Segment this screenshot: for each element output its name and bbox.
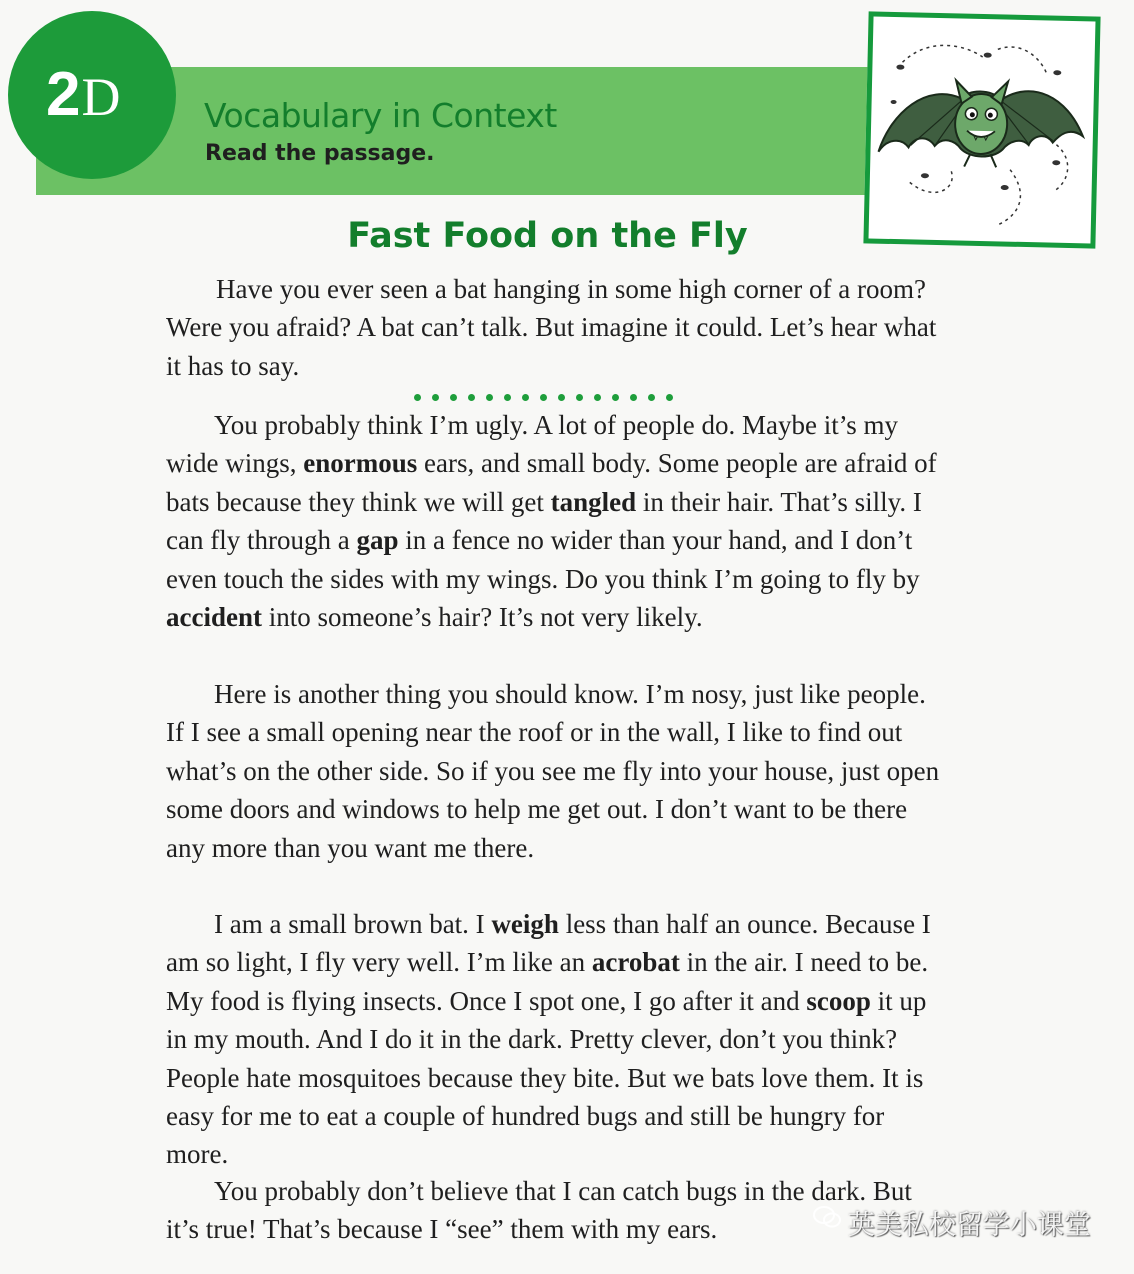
paragraph-text: it up in my mouth. And I do it in the dark. Pretty clever, don’t you think? People hate mosquitoes because they bite. But we bats love them. It is easy for me to eat a couple of hundred bugs and still be hungry for more. xyxy=(166,985,927,1170)
paragraph-text: You probably think I’m ugly. A lot of people do. Maybe it’s my wide wings, xyxy=(166,410,898,479)
section-divider xyxy=(414,394,673,401)
paragraph-text: I am a small brown bat. I xyxy=(214,909,492,939)
paragraph-text: ears, and small body. Some people are afraid of bats because they think we will get xyxy=(166,448,937,517)
vocabulary-word: accident xyxy=(166,602,262,633)
section-title: Vocabulary in Context xyxy=(204,96,557,135)
paragraph-intro xyxy=(166,270,941,385)
vocabulary-word: gap xyxy=(356,525,399,556)
vocabulary-word: weigh xyxy=(491,909,559,939)
paragraph-text: into someone’s hair? It’s not very likely. xyxy=(261,602,703,633)
lesson-label xyxy=(46,60,121,129)
paragraph-2 xyxy=(166,675,941,867)
vocabulary-word: tangled xyxy=(550,486,637,517)
paragraph-text: Here is another thing you should know. I’m nosy, just like people. If I see a small opening near the roof or in the wall, I like to find out what’s on the other side. So if you see me fly into your house, just open some doors and windows to help me get out. I don’t want to be there any more than you want me there. xyxy=(166,679,940,863)
paragraph-text: in their hair. That’s silly. I can fly through a xyxy=(166,486,922,556)
story-title: Fast Food on the Fly xyxy=(347,216,748,256)
bat-illustration-frame xyxy=(863,11,1100,248)
wechat-icon xyxy=(812,1204,842,1230)
vocabulary-word: enormous xyxy=(303,448,418,479)
lesson-number: 2 xyxy=(46,60,81,129)
vocabulary-word: scoop xyxy=(806,985,871,1016)
watermark-text: 英美私校留学小课堂 xyxy=(848,1210,1091,1241)
bat-catching-insects-illustration xyxy=(869,17,1096,244)
vocabulary-word: acrobat xyxy=(591,947,680,978)
paragraph-3 xyxy=(166,905,941,1174)
paragraph-text: in a fence no wider than your hand, and I don’t even touch the sides with my wings. Do you think I’m going to fly by xyxy=(166,525,920,594)
lesson-letter: D xyxy=(81,67,121,127)
paragraph-text: Have you ever seen a bat hanging in some high corner of a room? Were you afraid? A bat can’t talk. But imagine it could. Let’s hear what it has to say. xyxy=(166,274,937,381)
paragraph-1 xyxy=(166,406,941,636)
paragraph-text: less than half an ounce. Because I am so light, I fly very well. I’m like an xyxy=(166,909,931,978)
paragraph-text: in the air. I need to be. My food is flying insects. Once I spot one, I go after it and xyxy=(166,947,929,1016)
paragraph-text: You probably don’t believe that I can catch bugs in the dark. But it’s true! That’s because I “see” them with my ears. xyxy=(166,1176,912,1245)
instruction-text: Read the passage. xyxy=(205,141,435,166)
